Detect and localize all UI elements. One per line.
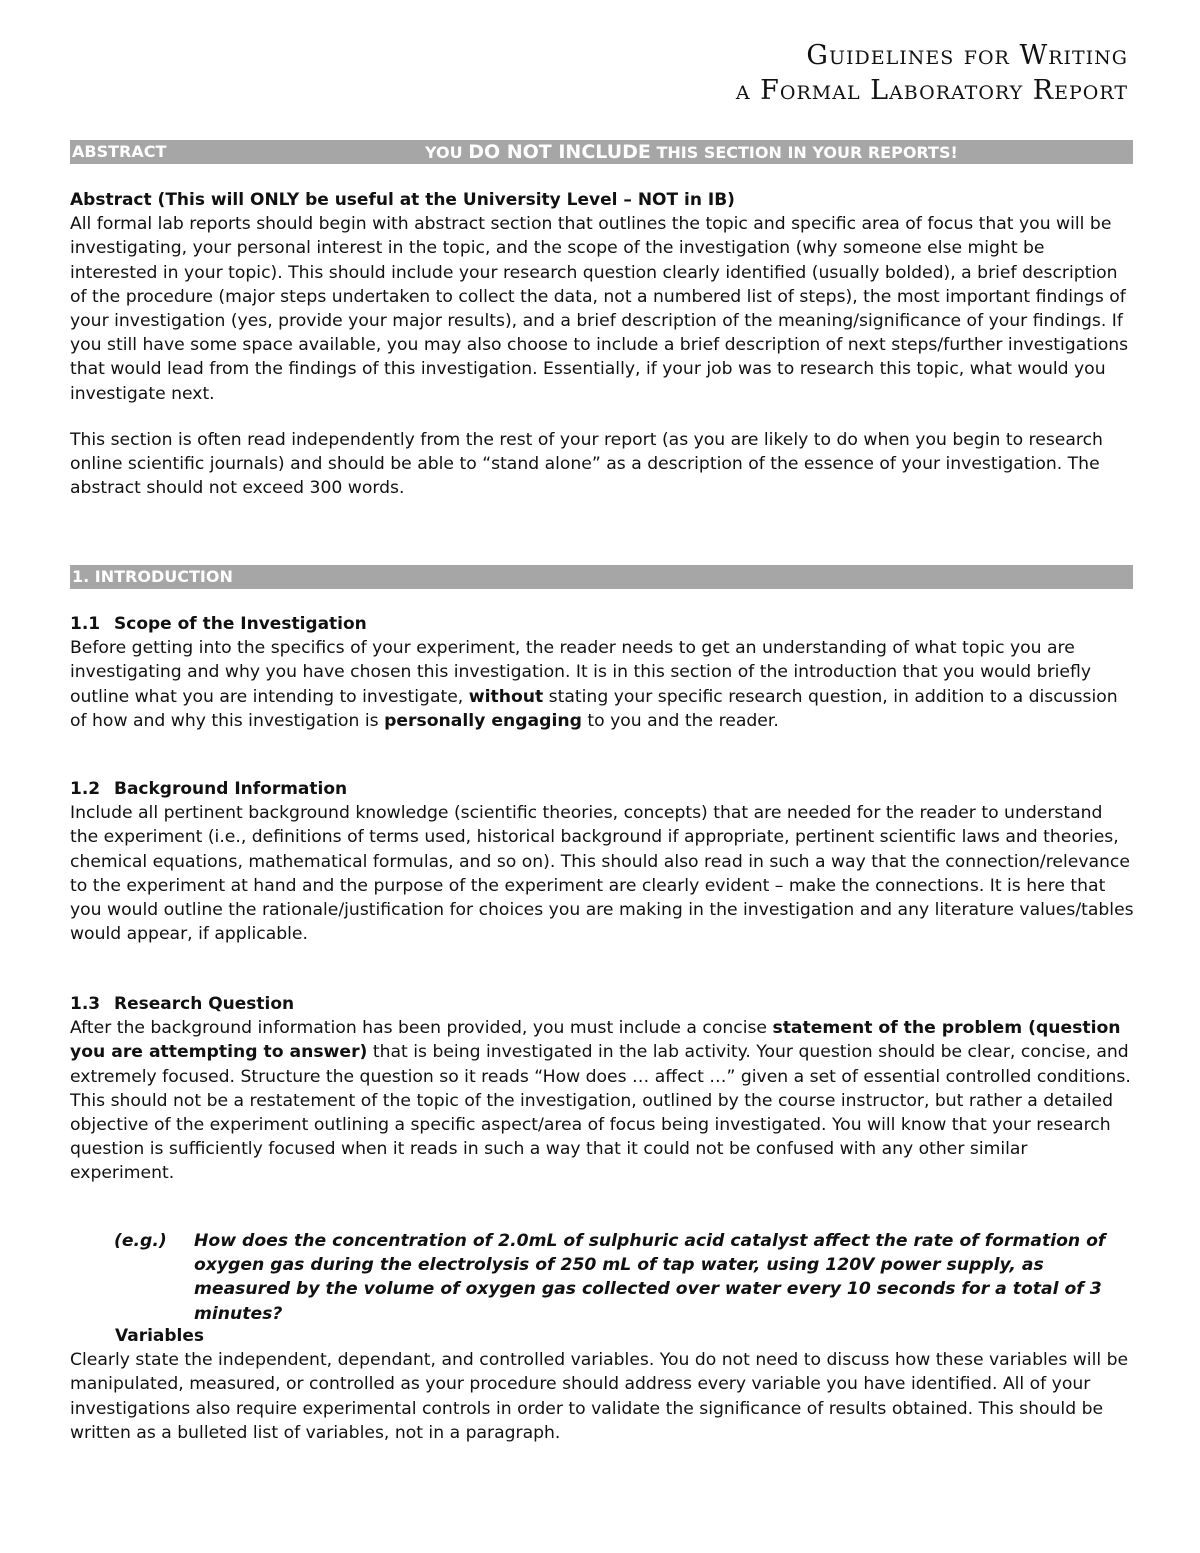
section-1-3-text-part-1: After the background information has been provided, you must include a concise — [70, 1018, 773, 1039]
abstract-heading: Abstract (This will ONLY be useful at the University Level – NOT in IB) — [70, 190, 735, 210]
section-1-1-title: Scope of the Investigation — [114, 614, 367, 634]
section-1-3 — [70, 992, 1135, 1186]
section-1-2-text: Include all pertinent background knowledge (scientific theories, concepts) that are needed for the reader to understand the experiment (i.e., definitions of terms used, historical background if appropriate, pertinent scientific laws and theories, chemical equations, mathematical formulas, and so on). This should also read in such a way that the connection/relevance to the experiment at hand and the purpose of the experiment are clearly evident – make the connections. It is here that you would outline the rationale/justification for choices you are making in the investigation and any literature values/tables would appear, if applicable. — [70, 803, 1134, 945]
section-1-1-number: 1.1 — [70, 614, 101, 634]
example-text: How does the concentration of 2.0mL of sulphuric acid catalyst affect the rate of formation of oxygen gas during the electrolysis of 250 mL of tap water, using 120V power supply, as measured by the volume of oxygen gas collected over water every 10 seconds for a total of 3 minutes? — [194, 1231, 1106, 1324]
section-1-3-heading — [70, 992, 1135, 1016]
variables-text: Clearly state the independent, dependant, and controlled variables. You do not need to discuss how these variables will be manipulated, measured, or controlled as your procedure should address every variable you have identified. All of your investigations also require experimental controls in order to validate the significance of results obtained. This should be written as a bulleted list of variables, not in a paragraph. — [70, 1350, 1129, 1443]
section-1-3-title: Research Question — [114, 994, 295, 1014]
example-research-question — [114, 1229, 1124, 1326]
abstract-paragraph-1: All formal lab reports should begin with abstract section that outlines the topic and specific area of focus that you will be investigating, your personal interest in the topic, and the scope of the investigation (why someone else might be interested in your topic). This should include your research question clearly identified (usually bolded), a brief description of the procedure (major steps undertaken to collect the data, not a numbered list of steps), the most important findings of your investigation (yes, provide your major results), and a brief description of the meaning/significance of your findings. If you still have some space available, you may also choose to include a brief description of next steps/further investigations that would lead from the findings of this investigation. Essentially, if your job was to research this topic, what would you investigate next. — [70, 214, 1129, 404]
document-title — [736, 38, 1128, 108]
abstract-section-bar — [70, 140, 1133, 164]
variables-heading: Variables — [115, 1326, 205, 1346]
introduction-section-bar — [70, 565, 1133, 589]
section-1-1-text-part-1: Before getting into the specifics of your experiment, the reader needs to get an understanding of what topic you are investigating and why you have chosen this investigation. It is in this section of the introduction that you would briefly outline what you are intending to investigate, — [70, 638, 1092, 707]
introduction-bar-label: 1. INTRODUCTION — [72, 567, 233, 586]
abstract-bar-note — [425, 140, 958, 165]
section-1-3-bold-statement: statement of the problem (question you are attempting to answer) — [70, 1018, 1121, 1063]
variables-section — [70, 1324, 1135, 1445]
abstract-bar-label: ABSTRACT — [72, 142, 167, 161]
section-1-3-number: 1.3 — [70, 994, 101, 1014]
section-1-1-heading — [70, 612, 1135, 636]
title-line-1: Guidelines for Writing — [806, 40, 1128, 71]
section-1-2-heading — [70, 777, 1135, 801]
section-1-1 — [70, 612, 1135, 733]
section-1-1-bold-without: without — [468, 686, 544, 707]
abstract-bar-note-post: THIS SECTION IN YOUR REPORTS! — [650, 143, 958, 162]
section-1-1-text-part-2: stating your specific research question, in addition to a discussion of how and why this investigation is — [70, 686, 1118, 731]
section-1-3-text-part-2: that is being investigated in the lab activity. Your question should be clear, concise, and extremely focused. Structure the question so it reads “How does … affect …” given a set of essential controlled conditions. This should not be a restatement of the topic of the investigation, outlined by the course instructor, but rather a detailed objective of the experiment outlining a specific aspect/area of focus being investigated. You will know that your research question is sufficiently focused when it reads in such a way that it could not be confused with any other similar experiment. — [70, 1042, 1131, 1184]
section-1-1-bold-engaging: personally engaging — [384, 710, 582, 731]
abstract-bar-note-pre: YOU — [425, 143, 469, 162]
abstract-paragraph-2: This section is often read independently from the rest of your report (as you are likely to do when you begin to research online scientific journals) and should be able to “stand alone” as a description of the essence of your investigation. The abstract should not exceed 300 words. — [70, 429, 1103, 499]
section-1-3-text — [70, 1016, 1135, 1185]
abstract-section — [70, 188, 1135, 500]
section-1-2-number: 1.2 — [70, 779, 101, 799]
section-1-1-text — [70, 636, 1135, 733]
section-1-2 — [70, 777, 1135, 946]
title-line-2: a Formal Laboratory Report — [735, 75, 1128, 106]
abstract-bar-note-big: DO NOT INCLUDE — [468, 141, 651, 163]
section-1-2-title: Background Information — [114, 779, 348, 799]
example-label: (e.g.) — [114, 1231, 167, 1251]
section-1-1-text-part-3: to you and the reader. — [581, 710, 779, 731]
